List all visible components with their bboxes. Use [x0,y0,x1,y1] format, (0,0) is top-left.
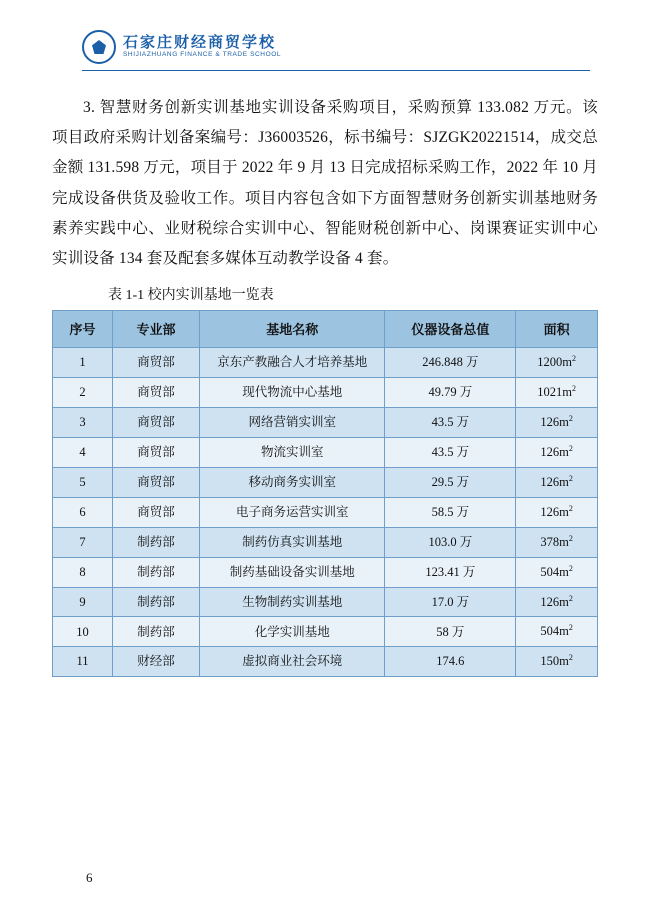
cell-dept: 财经部 [112,647,199,677]
cell-value: 174.6 [385,647,516,677]
cell-value: 29.5 万 [385,467,516,497]
cell-area: $126m^2$ [516,438,598,468]
table-row [53,438,598,468]
cell-no: 9 [53,587,113,617]
cell-value: 49.79 万 [385,378,516,408]
cell-no: 7 [53,527,113,557]
cell-dept: 商贸部 [112,497,199,527]
table-header-row [53,311,598,348]
training-base-table [52,310,598,677]
body-paragraph: 3. 智慧财务创新实训基地实训设备采购项目，采购预算 133.082 万元。该项目政府采购计划备案编号：J36003526，标书编号：SJZGK20221514，成交总金额 131.598 万元，项目于 2022 年 9 月 13 日完成招标采购工作，2022 年 10 月完成设备供货及验收工作。项目内容包含如下方面智慧财务创新实训基地财务素养实践中心、业财税综合实训中心、智能财税创新中心、岗课赛证实训中心实训设备 134 套及配套多媒体互动教学设备 4 套。 [52,99,598,268]
cell-no: 5 [53,467,113,497]
school-name-block [123,35,281,60]
cell-dept: 制药部 [112,617,199,647]
table-row [53,467,598,497]
cell-no: 2 [53,378,113,408]
table-body [53,348,598,677]
cell-name: 制药基础设备实训基地 [200,557,385,587]
cell-value: 58 万 [385,617,516,647]
cell-value: 17.0 万 [385,587,516,617]
cell-name: 虚拟商业社会环境 [200,647,385,677]
cell-value: 123.41 万 [385,557,516,587]
cell-area: $378m^2$ [516,527,598,557]
column-header-value: 仪器设备总值 [385,311,516,348]
school-name-en: SHIJIAZHUANG FINANCE & TRADE SCHOOL [123,51,282,59]
cell-name: 移动商务实训室 [200,467,385,497]
cell-no: 6 [53,497,113,527]
cell-no: 1 [53,348,113,378]
school-name-cn: 石家庄财经商贸学校 [123,33,277,51]
table-row [53,557,598,587]
cell-no: 8 [53,557,113,587]
school-crest-icon [82,30,116,64]
cell-value: 103.0 万 [385,527,516,557]
cell-dept: 商贸部 [112,348,199,378]
cell-dept: 商贸部 [112,378,199,408]
cell-area: $504m^2$ [516,617,598,647]
column-header-name: 基地名称 [200,311,385,348]
cell-no: 3 [53,408,113,438]
cell-area: $126m^2$ [516,408,598,438]
cell-dept: 制药部 [112,527,199,557]
document-header [82,30,590,71]
table-caption: 表 1-1 校内实训基地一览表 [108,288,274,304]
table-row [53,647,598,677]
cell-area: $126m^2$ [516,467,598,497]
cell-name: 现代物流中心基地 [200,378,385,408]
cell-dept: 商贸部 [112,408,199,438]
cell-no: 10 [53,617,113,647]
cell-name: 京东产教融合人才培养基地 [200,348,385,378]
table-row [53,497,598,527]
table-row [53,408,598,438]
cell-no: 11 [53,647,113,677]
table-row [53,378,598,408]
cell-name: 网络营销实训室 [200,408,385,438]
cell-name: 生物制药实训基地 [200,587,385,617]
table-row [53,348,598,378]
cell-name: 制药仿真实训基地 [200,527,385,557]
cell-value: 43.5 万 [385,438,516,468]
page-number: 6 [86,870,93,885]
column-header-area: 面积 [516,311,598,348]
cell-name: 电子商务运营实训室 [200,497,385,527]
cell-value: 43.5 万 [385,408,516,438]
cell-area: $1021m^2$ [516,378,598,408]
table-row [53,527,598,557]
cell-dept: 商贸部 [112,467,199,497]
cell-no: 4 [53,438,113,468]
cell-name: 化学实训基地 [200,617,385,647]
table-row [53,617,598,647]
cell-value: 58.5 万 [385,497,516,527]
column-header-no: 序号 [53,311,113,348]
cell-area: $504m^2$ [516,557,598,587]
table-row [53,587,598,617]
column-header-dept: 专业部 [112,311,199,348]
cell-area: $126m^2$ [516,587,598,617]
crest-glyph [92,40,106,54]
cell-name: 物流实训室 [200,438,385,468]
cell-area: $126m^2$ [516,497,598,527]
cell-area: $1200m^2$ [516,348,598,378]
cell-area: $150m^2$ [516,647,598,677]
cell-value: 246.848 万 [385,348,516,378]
cell-dept: 制药部 [112,587,199,617]
cell-dept: 商贸部 [112,438,199,468]
cell-dept: 制药部 [112,557,199,587]
